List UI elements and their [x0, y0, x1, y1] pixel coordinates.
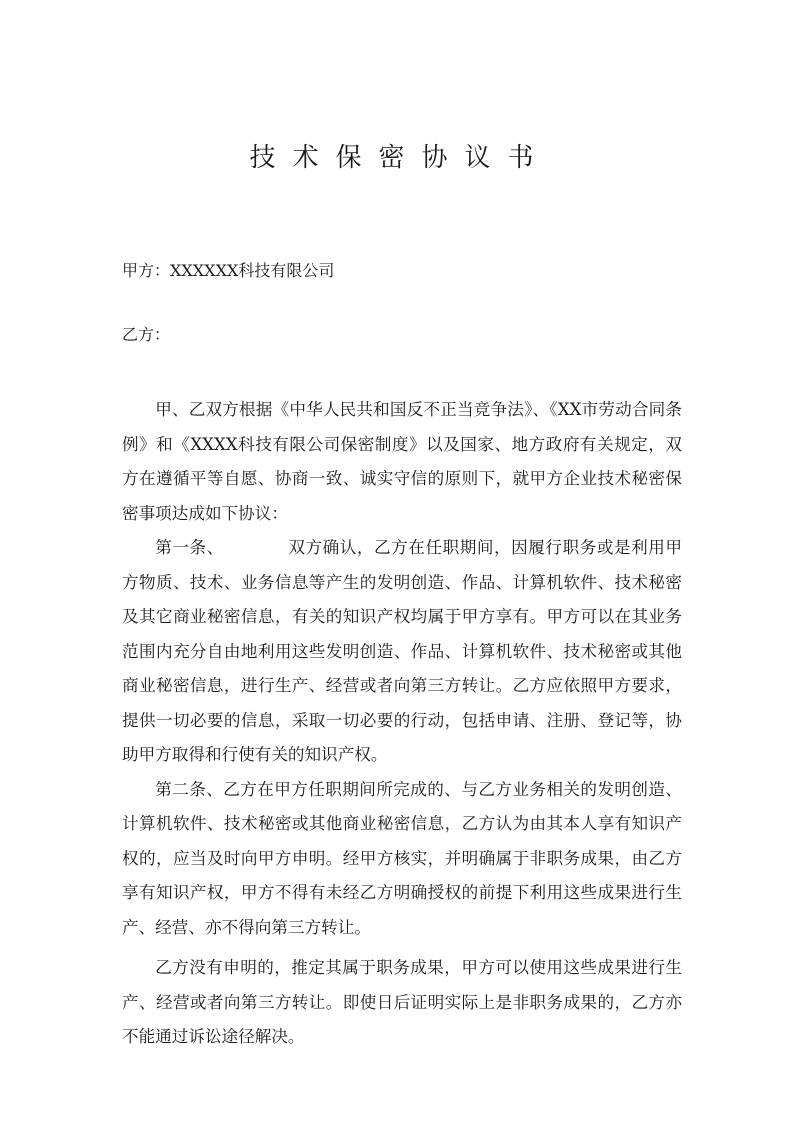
article-2-continuation-paragraph: 乙方没有申明的，推定其属于职务成果，甲方可以使用这些成果进行生产、经营或者向第三方转让。即使日后证明实际上是非职务成果的，乙方亦不能通过诉讼途径解决。: [122, 958, 682, 1046]
intro-paragraph: 甲、乙双方根据《中华人民共和国反不正当竞争法》、《XX市劳动合同条例》和《XXXX科技有限公司保密制度》以及国家、地方政府有关规定，双方在遵循平等自愿、协商一致、诚实守信的原则下，就甲方企业技术秘密保密事项达成如下协议：: [122, 400, 682, 523]
party-b-line: 乙方：: [122, 325, 171, 344]
article-2-paragraph: 第二条、乙方在甲方任职期间所完成的、与乙方业务相关的发明创造、计算机软件、技术秘密或其他商业秘密信息，乙方认为由其本人享有知识产权的，应当及时向甲方申明。经甲方核实，并明确属于非职务成果，由乙方享有知识产权，甲方不得有未经乙方明确授权的前提下利用这些成果进行生产、经营、亦不得向第三方转让。: [122, 779, 682, 937]
article-1-heading: 第一条、: [155, 538, 224, 557]
party-a-line: 甲方：XXXXXX科技有限公司: [122, 261, 335, 280]
article-1-paragraph: [122, 531, 682, 773]
agreement-body: [122, 393, 682, 1055]
document-title: 技术保密协议书: [249, 143, 551, 173]
article-1-body: 双方确认，乙方在任职期间，因履行职务或是利用甲方物质、技术、业务信息等产生的发明创造、作品、计算机软件、技术秘密及其它商业秘密信息，有关的知识产权均属于甲方享有。甲方可以在其业务范围内充分自由地利用这些发明创造、作品、计算机软件、技术秘密或其他商业秘密信息，进行生产、经营或者向第三方转让。乙方应依照甲方要求，提供一切必要的信息，采取一切必要的行动，包括申请、注册、登记等，协助甲方取得和行使有关的知识产权。: [122, 538, 683, 764]
